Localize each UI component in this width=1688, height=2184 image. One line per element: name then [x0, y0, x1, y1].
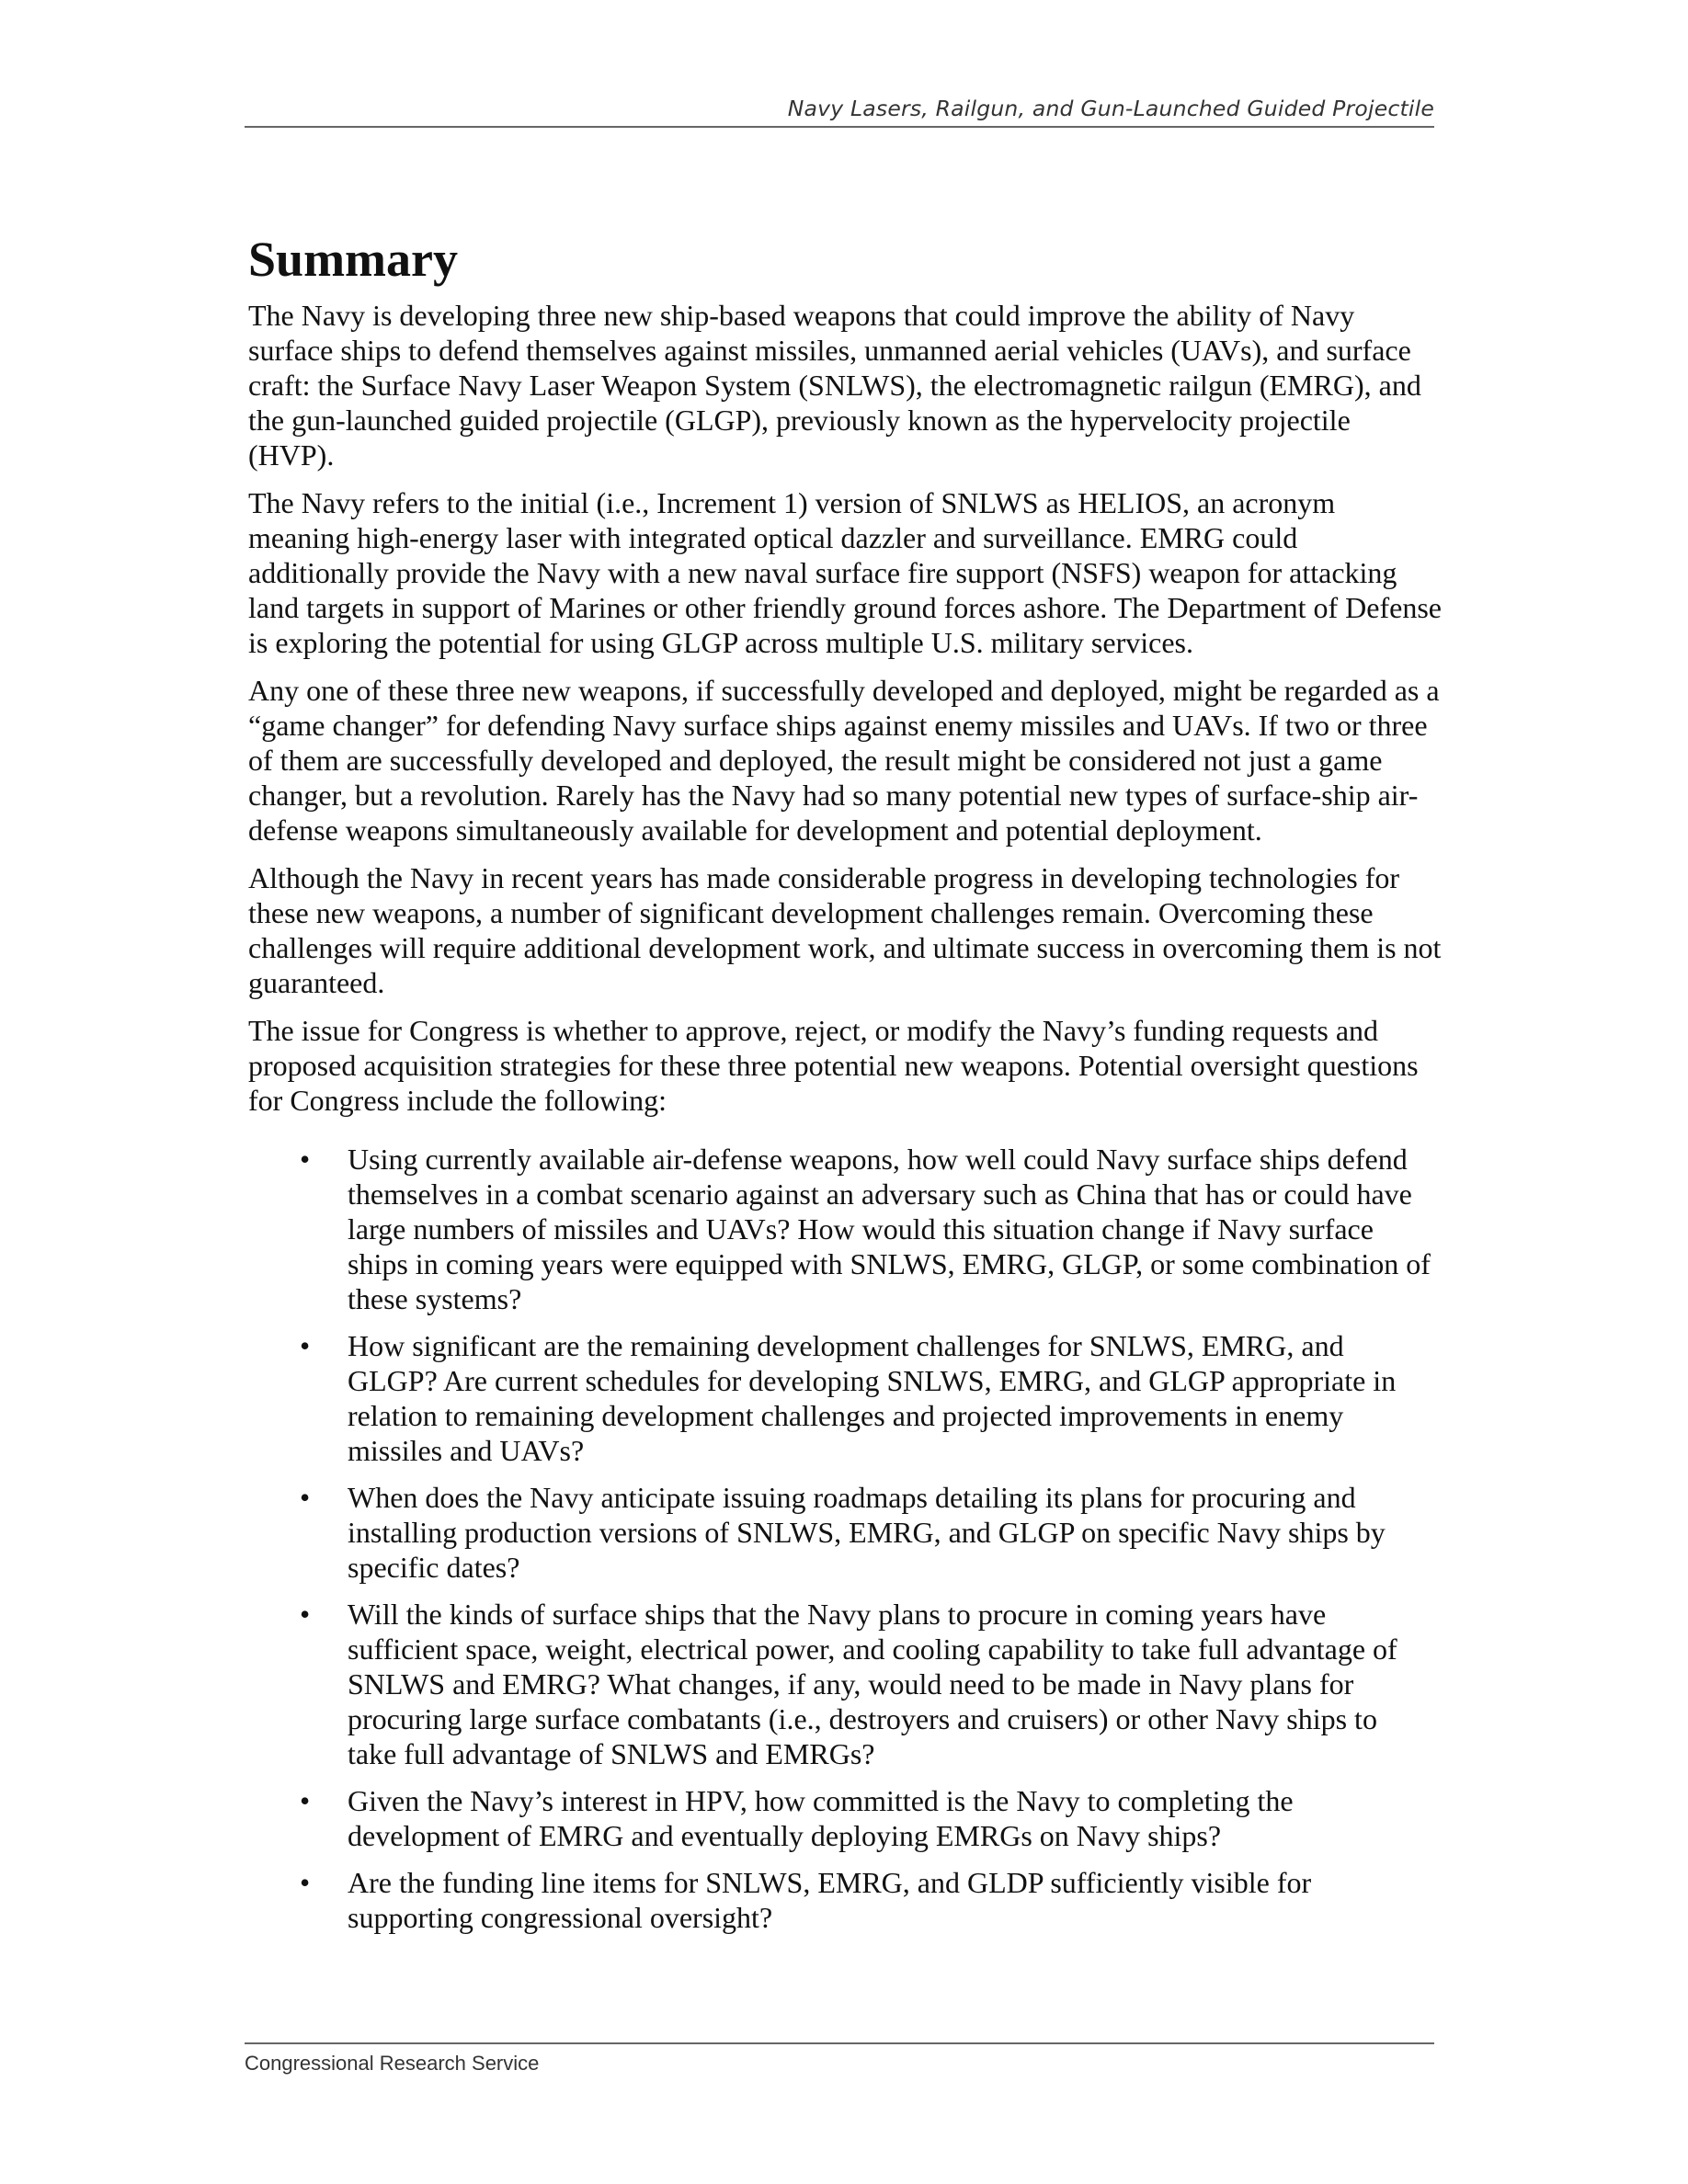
- list-item: [248, 1328, 1432, 1468]
- paragraph-5: The issue for Congress is whether to approve, reject, or modify the Navy’s funding requests and proposed acquisition strategies for these three potential new weapons. Potential oversight questions for Congress include the following:: [248, 1014, 1419, 1117]
- list-item-text: How significant are the remaining development challenges for SNLWS, EMRG, and GLGP? Are current schedules for developing SNLWS, EMRG, and GLGP appropriate in relation to remaining development challenges and projected improvements in enemy missiles and UAVs?: [348, 1329, 1397, 1467]
- page-footer: [245, 2042, 1434, 2076]
- list-item: [248, 1597, 1432, 1771]
- list-item-text: Will the kinds of surface ships that the Navy plans to procure in coming years have sufficient space, weight, electrical power, and cooling capability to take full advantage of SNLWS and EMRG? What changes, if any, would need to be made in Navy plans for procuring large surface combatants (i.e., destroyers and cruisers) or other Navy ships to take full advantage of SNLWS and EMRGs?: [348, 1598, 1397, 1770]
- main-content: [248, 230, 1443, 1947]
- bullet-icon: •: [300, 1784, 311, 1817]
- bullet-icon: •: [300, 1143, 311, 1176]
- paragraph-1: The Navy is developing three new ship-based weapons that could improve the ability of Navy surface ships to defend themselves against missiles, unmanned aerial vehicles (UAVs), and surface craft: the Surface Navy Laser Weapon System (SNLWS), the electromagnetic railgun (EMRG), and the gun-launched guided projectile (GLGP), previously known as the hypervelocity projectile (HVP).: [248, 299, 1421, 472]
- list-item: [248, 1865, 1432, 1935]
- list-item: [248, 1142, 1432, 1316]
- oversight-questions-list: [248, 1142, 1443, 1935]
- bullet-icon: •: [300, 1866, 311, 1899]
- paragraph-2: The Navy refers to the initial (i.e., Increment 1) version of SNLWS as HELIOS, an acronym meaning high-energy laser with integrated optical dazzler and surveillance. EMRG could additionally provide the Navy with a new naval surface fire support (NSFS) weapon for attacking land targets in support of Marines or other friendly ground forces ashore. The Department of Defense is exploring the potential for using GLGP across multiple U.S. military services.: [248, 486, 1442, 659]
- footer-publisher: Congressional Research Service: [245, 2052, 540, 2075]
- running-header-title: Navy Lasers, Railgun, and Gun-Launched Guided Projectile: [787, 96, 1434, 121]
- list-item-text: Are the funding line items for SNLWS, EMRG, and GLDP sufficiently visible for supporting congressional oversight?: [348, 1866, 1312, 1934]
- bullet-icon: •: [300, 1481, 311, 1514]
- paragraph-4: Although the Navy in recent years has made considerable progress in developing technologies for these new weapons, a number of significant development challenges remain. Overcoming these challenges will require additional development work, and ultimate success in overcoming them is not guaranteed.: [248, 861, 1442, 999]
- bullet-icon: •: [300, 1329, 311, 1362]
- list-item-text: Given the Navy’s interest in HPV, how committed is the Navy to completing the development of EMRG and eventually deploying EMRGs on Navy ships?: [348, 1784, 1294, 1852]
- list-item: [248, 1783, 1432, 1853]
- list-item-text: Using currently available air-defense weapons, how well could Navy surface ships defend themselves in a combat scenario against an adversary such as China that has or could have large numbers of missiles and UAVs? How would this situation change if Navy surface ships in coming years were equipped with SNLWS, EMRG, GLGP, or some combination of these systems?: [348, 1143, 1431, 1315]
- running-header: [245, 97, 1434, 128]
- list-item-text: When does the Navy anticipate issuing roadmaps detailing its plans for procuring and installing production versions of SNLWS, EMRG, and GLGP on specific Navy ships by specific dates?: [348, 1481, 1386, 1584]
- list-item: [248, 1480, 1432, 1585]
- paragraph-3: Any one of these three new weapons, if successfully developed and deployed, might be regarded as a “game changer” for defending Navy surface ships against enemy missiles and UAVs. If two or three of them are successfully developed and deployed, the result might be considered not just a game changer, but a revolution. Rarely has the Navy had so many potential new types of surface-ship air-defense weapons simultaneously available for development and potential deployment.: [248, 674, 1440, 847]
- section-heading: Summary: [248, 232, 458, 287]
- bullet-icon: •: [300, 1598, 311, 1631]
